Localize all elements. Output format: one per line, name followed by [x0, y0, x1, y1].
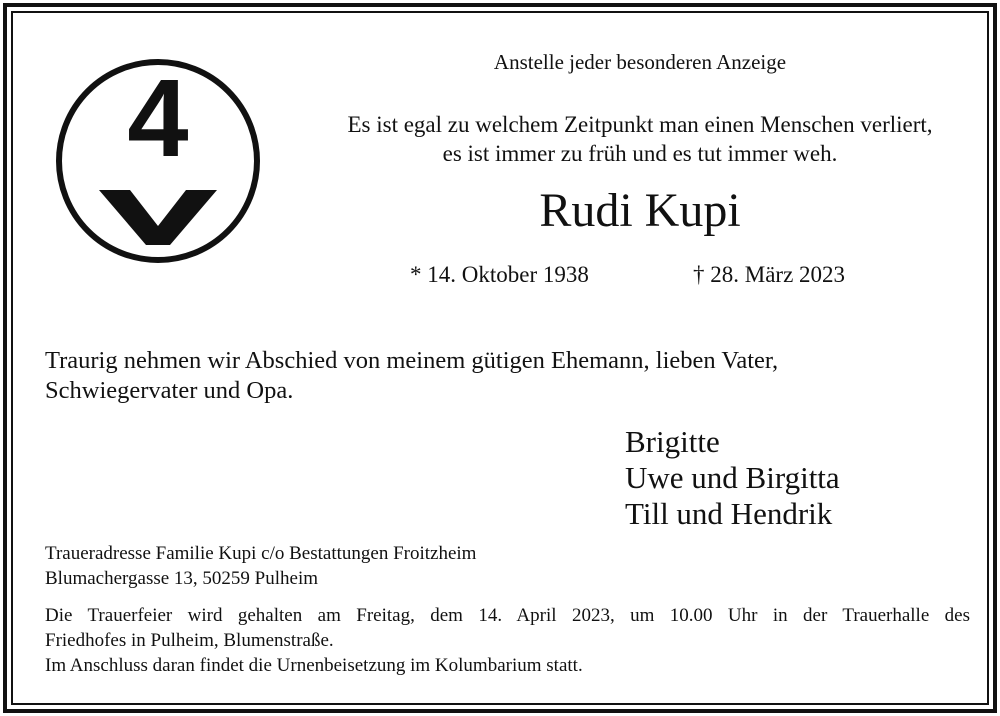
ceremony-info [45, 603, 970, 653]
deceased-name: Rudi Kupi [539, 184, 741, 237]
mourning-address [45, 541, 476, 591]
ceremony-line: Die Trauerfeier wird gehalten am Freitag, dem 14. April 2023, um 10.00 Uhr in der Trauerhalle des [45, 605, 970, 626]
notice-header: Anstelle jeder besonderen Anzeige [493, 50, 787, 74]
death-date: † 28. März 2023 [693, 262, 846, 287]
urn-burial-info: Im Anschluss daran findet die Urnenbeisetzung im Kolumbarium statt. [45, 655, 583, 676]
ceremony-line: Friedhofes in Pulheim, Blumenstraße. [45, 630, 334, 651]
mourner-name: Till und Hendrik [625, 496, 833, 531]
address-line: Traueradresse Familie Kupi c/o Bestattungen Froitzheim [45, 543, 477, 564]
mourner-name: Brigitte [625, 424, 720, 459]
farewell-line: Traurig nehmen wir Abschied von meinem gütigen Ehemann, lieben Vater, [45, 347, 779, 374]
quote-line: Es ist egal zu welchem Zeitpunkt man einen Menschen verliert, [347, 112, 933, 137]
farewell-line: Schwiegervater und Opa. [45, 377, 294, 404]
mourners-list [625, 424, 840, 532]
address-line: Blumachergasse 13, 50259 Pulheim [45, 568, 319, 589]
mourner-name: Uwe und Birgitta [625, 460, 840, 495]
quote-line: es ist immer zu früh und es tut immer weh. [442, 141, 838, 166]
birth-date: * 14. Oktober 1938 [410, 262, 589, 287]
farewell-text [45, 346, 778, 406]
emblem-w-shape [99, 190, 217, 245]
quote [310, 110, 970, 168]
emblem-4w-circle-icon [55, 58, 261, 264]
emblem-glyph: 4 [127, 58, 189, 180]
